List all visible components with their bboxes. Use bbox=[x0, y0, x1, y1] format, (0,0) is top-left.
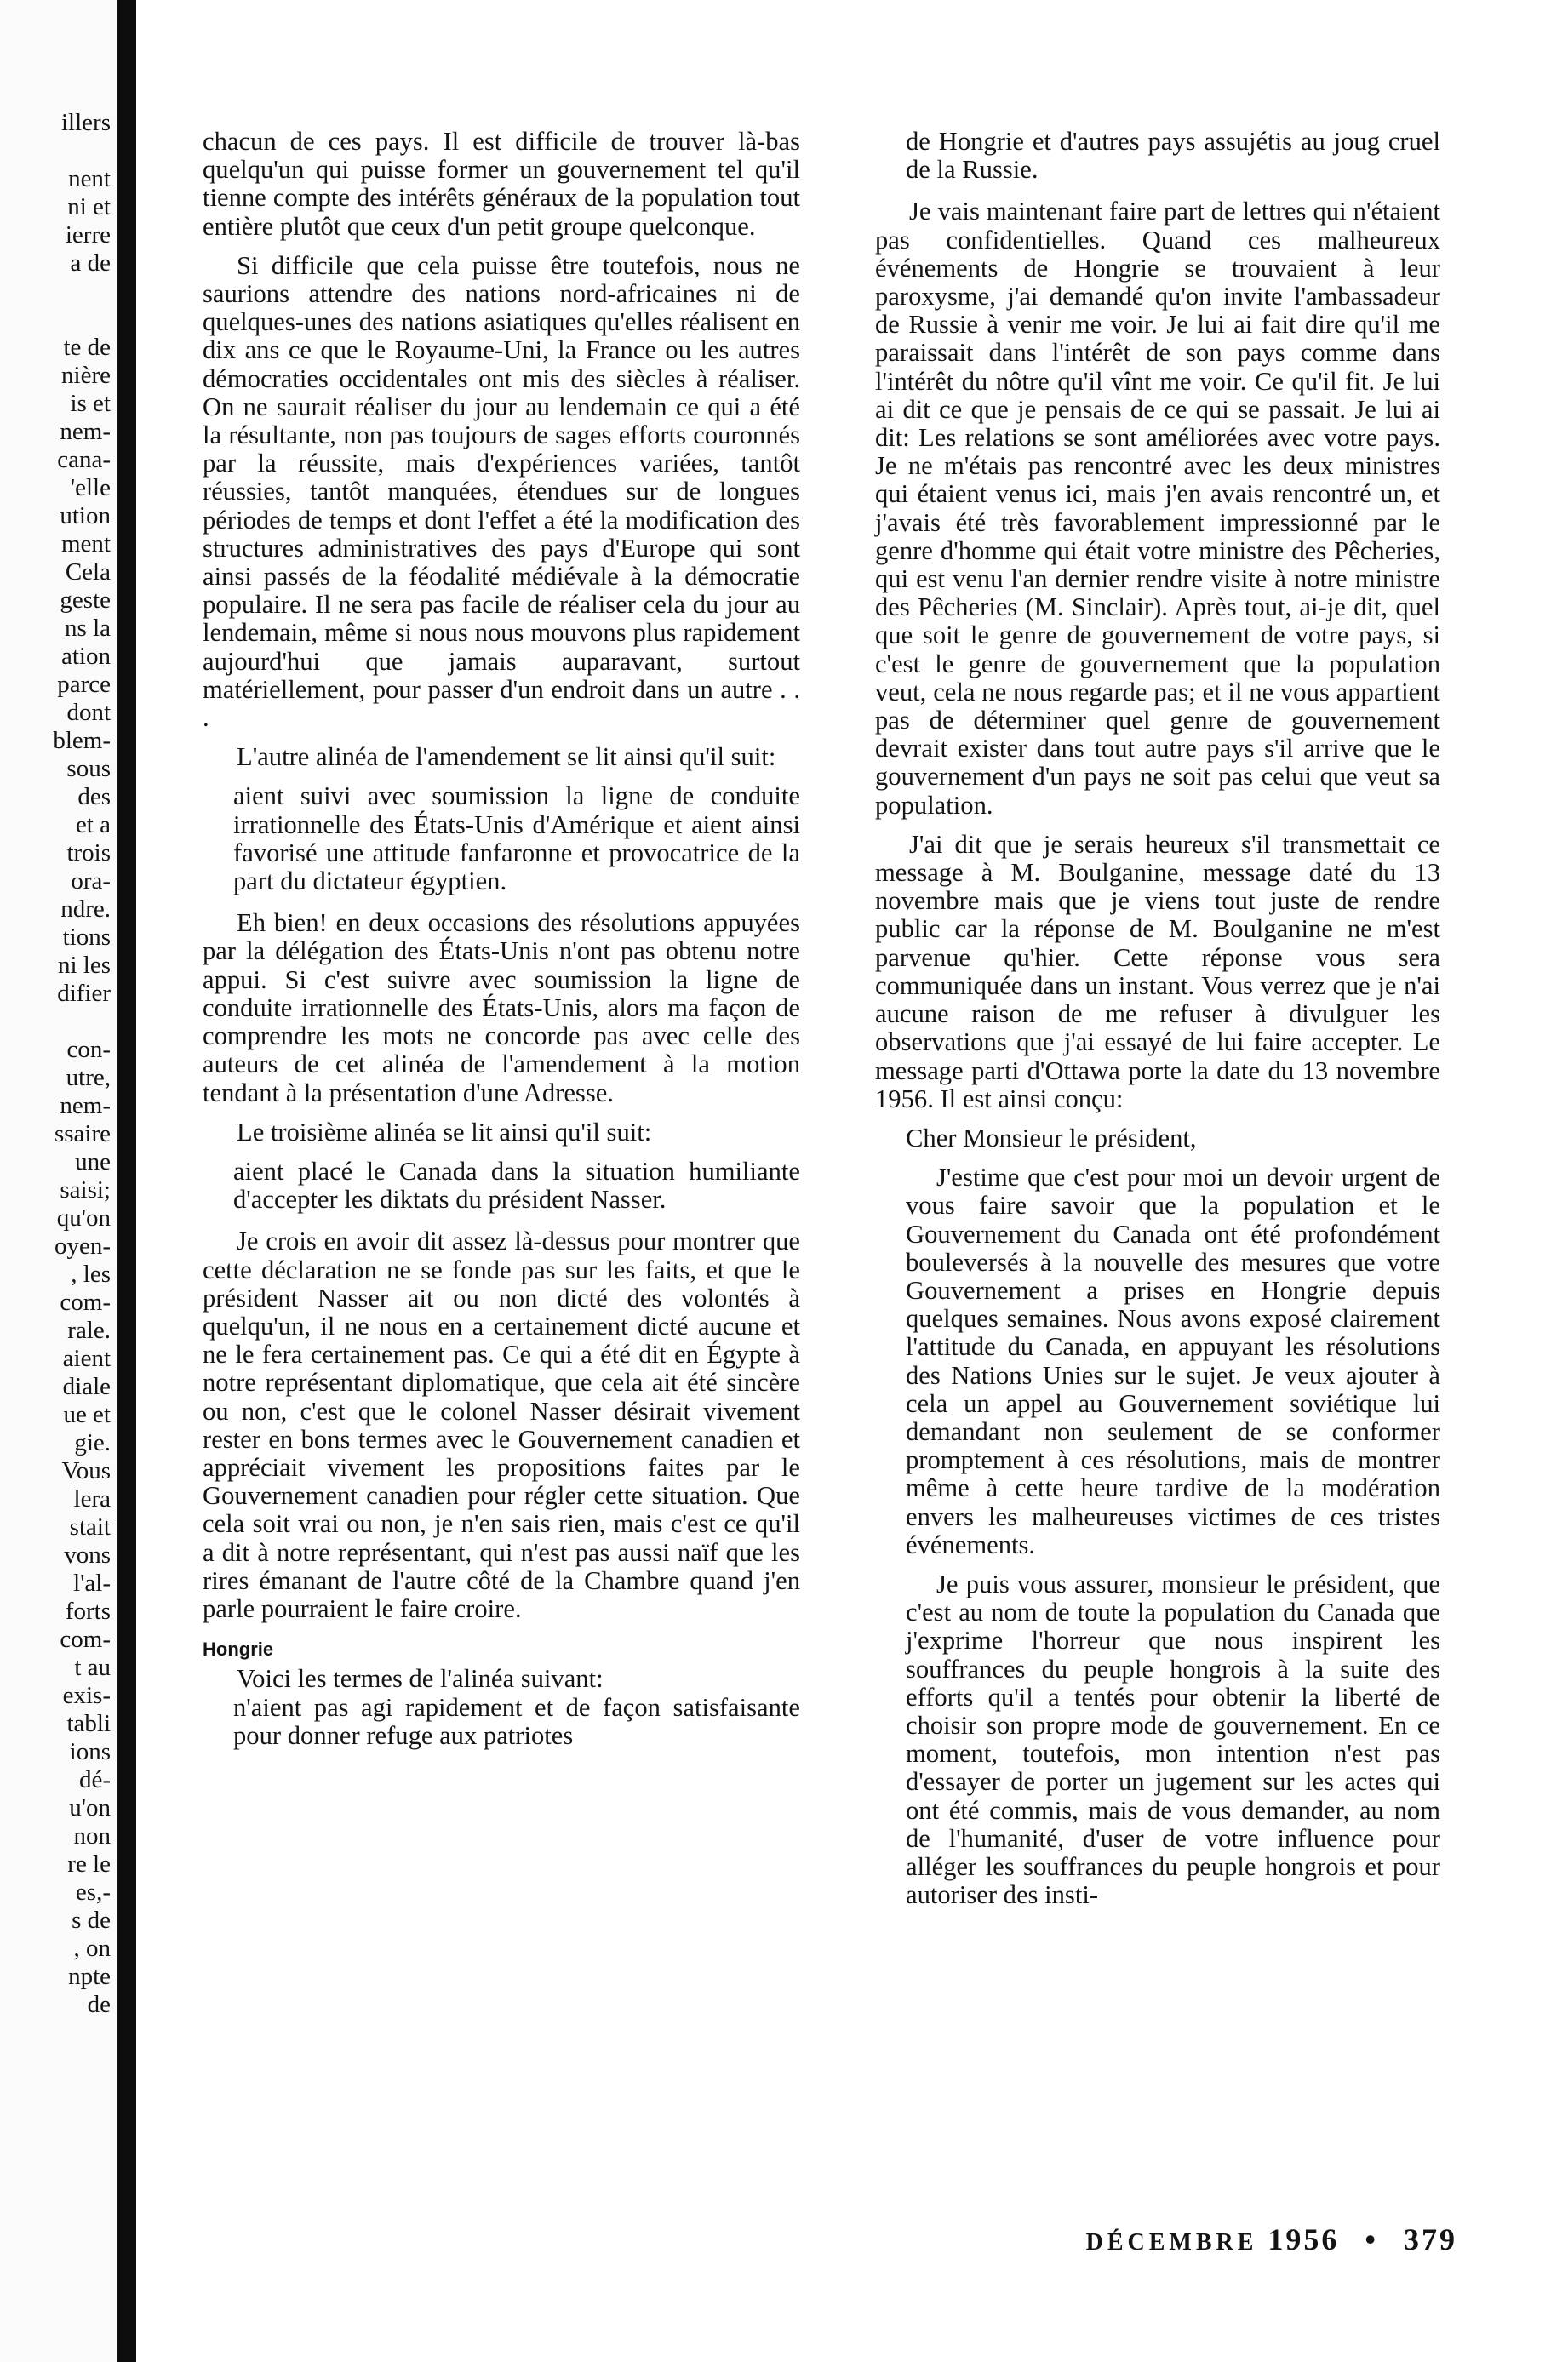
adjacent-page-line: difier bbox=[57, 980, 111, 1007]
adjacent-page-line: tabli bbox=[66, 1710, 111, 1737]
adjacent-page-line: Cela bbox=[65, 558, 111, 586]
adjacent-page-line: ssaire bbox=[54, 1120, 111, 1147]
adjacent-page-line bbox=[0, 306, 111, 334]
adjacent-page-line: stait bbox=[69, 1513, 111, 1541]
adjacent-page-line: qu'on bbox=[56, 1204, 111, 1232]
adjacent-page-line: ni et bbox=[67, 193, 111, 220]
adjacent-page-text bbox=[0, 109, 111, 2019]
adjacent-page-line: geste bbox=[60, 586, 111, 614]
adjacent-page-line: ment bbox=[61, 530, 111, 558]
paragraph: Le troisième alinéa se lit ainsi qu'il suit: bbox=[237, 1117, 652, 1147]
amendment-quote: aient placé le Canada dans la situation humiliante d'accepter les diktats du président Nasser. bbox=[233, 1156, 800, 1215]
page-number: 379 bbox=[1404, 2222, 1457, 2256]
adjacent-page-line: ation bbox=[61, 643, 111, 670]
letter-salutation: Cher Monsieur le président, bbox=[906, 1123, 1197, 1152]
adjacent-page-line: de bbox=[87, 1991, 111, 2018]
binding-gutter bbox=[117, 0, 136, 2362]
paragraph: L'autre alinéa de l'amendement se lit ainsi qu'il suit: bbox=[237, 742, 776, 772]
paragraph: Je crois en avoir dit assez là-dessus pour montrer que cette déclaration ne se fonde pas sur les faits, et que le président Nasser ait ou non dicté des volontés à quelqu'un, il ne nous en a certainement dicté aucune et ne le fera certainement pas. Ce qui a été dit en Égypte à notre représentant diplomatique, que cela ait été sincère ou non, c'est que le colonel Nasser désirait vivement rester en bons termes avec le Gouvernement canadien et appréciait vivement les propositions faites par le Gouvernement canadien pour régler cette situation. Que cela soit vrai ou non, je n'en sais rien, mais c'est ce qu'il a dit à notre représentant, qui n'est pas aussi naïf que les rires émanant de l'autre côté de la Chambre quand j'en parle pourraient le faire croire. bbox=[203, 1227, 800, 1623]
adjacent-page-line: dé- bbox=[78, 1766, 111, 1793]
adjacent-page-line: nent bbox=[68, 165, 111, 192]
adjacent-page-strip bbox=[0, 0, 117, 2362]
adjacent-page-line: , les bbox=[71, 1261, 111, 1288]
adjacent-page-line: utre, bbox=[66, 1064, 111, 1091]
adjacent-page-line: nem- bbox=[60, 418, 111, 445]
adjacent-page-line: ution bbox=[60, 502, 111, 529]
adjacent-page-line: dont bbox=[66, 699, 111, 726]
adjacent-page-line: forts bbox=[65, 1598, 111, 1625]
adjacent-page-line: ions bbox=[69, 1738, 111, 1765]
adjacent-page-line bbox=[0, 137, 111, 165]
amendment-quote: n'aient pas agi rapidement et de façon satisfaisante pour donner refuge aux patriotes bbox=[233, 1692, 800, 1750]
adjacent-page-line: nem- bbox=[60, 1092, 111, 1119]
adjacent-page-line: l'al- bbox=[73, 1570, 111, 1597]
left-column bbox=[203, 128, 800, 1764]
adjacent-page-line: trois bbox=[66, 839, 111, 866]
adjacent-page-line: lera bbox=[73, 1485, 111, 1513]
paragraph: Je vais maintenant faire part de lettres qui n'étaient pas confidentielles. Quand ces malheureux événements de Hongrie se trouvaient à leur paroxysme, j'ai demandé qu'on invite l'ambassadeur de Russie à venir me voir. Je lui ai fait dire qu'il me paraissait dans l'intérêt de son pays comme dans l'intérêt du nôtre qu'il vînt me voir. Ce qu'il fit. Je lui ai dit ce que je pensais de ce qui se passait. Je lui ai dit: Les relations se sont améliorées avec votre pays. Je ne m'étais pas rencontré avec les deux ministres qui étaient venus ici, mais j'en avais rencontré un, et j'avais été très favorablement impressionné par le genre d'homme qui était votre ministre des Pêcheries, qui est venu l'an dernier rendre visite à notre ministre des Pêcheries (M. Sinclair). Après tout, ai-je dit, quel que soit le genre de gouvernement de votre pays, si c'est le genre de gouvernement que la population veut, cela ne nous regarde pas; et il ne vous appartient pas de déterminer quel genre de gouvernement devrait exister dans tout autre pays s'il arrive que le gouvernement d'un pays ne soit pas celui que veut sa population. bbox=[875, 197, 1440, 820]
paragraph: J'ai dit que je serais heureux s'il transmettait ce message à M. Boulganine, message daté du 13 novembre mais que je viens tout juste de rendre public car la réponse de M. Boulganine ne m'est parvenue qu'hier. Cette réponse vous sera communiquée dans un instant. Vous verrez que je n'ai aucune raison de me refuser à divulguer les observations que j'ai essayé de lui faire accepter. Le message parti d'Ottawa porte la date du 13 novembre 1956. Il est ainsi conçu: bbox=[875, 829, 1440, 1113]
paragraph: Voici les termes de l'alinéa suivant: bbox=[237, 1664, 604, 1694]
adjacent-page-line: cana- bbox=[57, 446, 111, 473]
adjacent-page-line: npte bbox=[68, 1963, 111, 1990]
adjacent-page-line: te de bbox=[63, 334, 111, 361]
adjacent-page-line: diale bbox=[62, 1373, 111, 1400]
adjacent-page-line: is et bbox=[70, 390, 111, 417]
adjacent-page-line: con- bbox=[66, 1036, 111, 1063]
adjacent-page-line: nière bbox=[61, 362, 111, 389]
section-heading: Hongrie bbox=[203, 1639, 274, 1661]
adjacent-page-line: com- bbox=[60, 1626, 111, 1653]
adjacent-page-line: exis- bbox=[62, 1682, 111, 1709]
adjacent-page-line: gie. bbox=[74, 1429, 111, 1456]
adjacent-page-line: sous bbox=[66, 755, 111, 782]
adjacent-page-line: une bbox=[75, 1148, 111, 1175]
adjacent-page-line: Vous bbox=[61, 1457, 111, 1484]
adjacent-page-line bbox=[0, 1008, 111, 1036]
adjacent-page-line: illers bbox=[61, 109, 111, 136]
adjacent-page-line: s de bbox=[72, 1907, 111, 1934]
adjacent-page-line: et a bbox=[75, 811, 111, 838]
footer-month: DÉCEMBRE bbox=[1085, 2229, 1258, 2256]
adjacent-page-line: aient bbox=[62, 1345, 111, 1372]
adjacent-page-line: , on bbox=[73, 1935, 111, 1962]
right-column bbox=[875, 128, 1440, 1920]
paragraph: chacun de ces pays. Il est difficile de trouver là-bas quelqu'un qui puisse former un gouvernement tel qu'il tienne compte des intérêts généraux de la population tout entière plutôt que ceux d'un petit groupe quelconque. bbox=[203, 127, 800, 241]
page-footer bbox=[1086, 2222, 1457, 2257]
adjacent-page-line: ndre. bbox=[60, 895, 111, 923]
adjacent-page-line: es,- bbox=[75, 1879, 111, 1906]
letter-paragraph: Je puis vous assurer, monsieur le président, que c'est au nom de toute la population du Canada que j'exprime l'horreur que nous inspirent les souffrances du peuple hongrois à la suite des efforts qu'il a tentés pour obtenir la liberté de choisir son propre mode de gouvernement. En ce moment, toutefois, mon intention n'est pas d'essayer de porter un jugement sur les actes qui ont été commis, mais de vous demander, au nom de l'humanité, d'user de votre influence pour alléger les souffrances du peuple hongrois et pour autoriser des insti- bbox=[906, 1569, 1440, 1910]
paragraph: Si difficile que cela puisse être toutefois, nous ne saurions attendre des nations nord-africaines ni de quelques-unes des nations asiatiques qu'elles réalisent en dix ans ce que le Royaume-Uni, la France ou les autres démocraties occidentales ont mis des siècles à réaliser. On ne saurait réaliser du jour au lendemain ce qui a été la résultante, non pas toujours de sages efforts couronnés par la réussite, mais d'expériences variées, tantôt réussies, tantôt manquées, étendues sur de longues périodes de temps et dont l'effet a été la modification des structures administratives des pays d'Europe qui sont ainsi passés de la féodalité médiévale à la démocratie populaire. Il ne sera pas facile de réaliser cela du jour au lendemain, même si nous nous mouvons plus rapidement aujourd'hui que jamais auparavant, surtout matériellement, pour passer d'un endroit dans un autre . . . bbox=[203, 250, 800, 733]
footer-separator: • bbox=[1365, 2222, 1378, 2256]
adjacent-page-line: des bbox=[77, 783, 111, 810]
footer-year: 1956 bbox=[1268, 2222, 1340, 2256]
letter-paragraph: J'estime que c'est pour moi un devoir urgent de vous faire savoir que la population et le Gouvernement du Canada ont été profondément bouleversés à la nouvelle des mesures que votre Gouvernement a prises en Hongrie depuis quelques semaines. Nous avons exposé clairement l'attitude du Canada, en appuyant les résolutions des Nations Unies sur le sujet. Je veux ajouter à cela un appel au Gouvernement soviétique lui demandant non seulement de se conformer promptement à ces résolutions, mais de montrer même à cette heure tardive de la modération envers les malheureuses victimes de ces tristes événements. bbox=[906, 1163, 1440, 1559]
adjacent-page-line: ue et bbox=[63, 1401, 111, 1428]
amendment-quote: aient suivi avec soumission la ligne de conduite irrationnelle des États-Unis d'Amérique et aient ainsi favorisé une attitude fanfaronne et provocatrice de la part du dictateur égyptien. bbox=[233, 781, 800, 896]
adjacent-page-line: ierre bbox=[65, 221, 111, 249]
paragraph: Eh bien! en deux occasions des résolutions appuyées par la délégation des États-Unis n'ont pas obtenu notre appui. Si c'est suivre avec soumission la ligne de conduite irrationnelle des États-Unis, alors ma façon de comprendre les mots ne concorde pas avec celle des auteurs de cet alinéa de l'amendement à la motion tendant à la présentation d'une Adresse. bbox=[203, 908, 800, 1107]
adjacent-page-line: rale. bbox=[67, 1317, 111, 1344]
adjacent-page-line: oyen- bbox=[54, 1232, 111, 1260]
adjacent-page-line: u'on bbox=[69, 1794, 111, 1822]
adjacent-page-line: com- bbox=[60, 1289, 111, 1316]
adjacent-page-line: blem- bbox=[53, 727, 111, 754]
adjacent-page-line: t au bbox=[74, 1654, 111, 1681]
adjacent-page-line: ns la bbox=[65, 615, 111, 642]
adjacent-page-line: a de bbox=[70, 249, 111, 277]
adjacent-page-line: ni les bbox=[57, 952, 111, 979]
amendment-quote-continued: de Hongrie et d'autres pays assujétis au joug cruel de la Russie. bbox=[906, 127, 1440, 185]
adjacent-page-line bbox=[0, 277, 111, 306]
adjacent-page-line: saisi; bbox=[60, 1176, 111, 1204]
adjacent-page-line: tions bbox=[62, 924, 111, 951]
adjacent-page-line: ora- bbox=[71, 867, 111, 895]
adjacent-page-line: 'elle bbox=[70, 474, 111, 501]
adjacent-page-line: parce bbox=[57, 671, 111, 698]
adjacent-page-line: re le bbox=[67, 1850, 111, 1878]
adjacent-page-line: non bbox=[73, 1822, 111, 1850]
adjacent-page-line: vons bbox=[64, 1541, 111, 1569]
